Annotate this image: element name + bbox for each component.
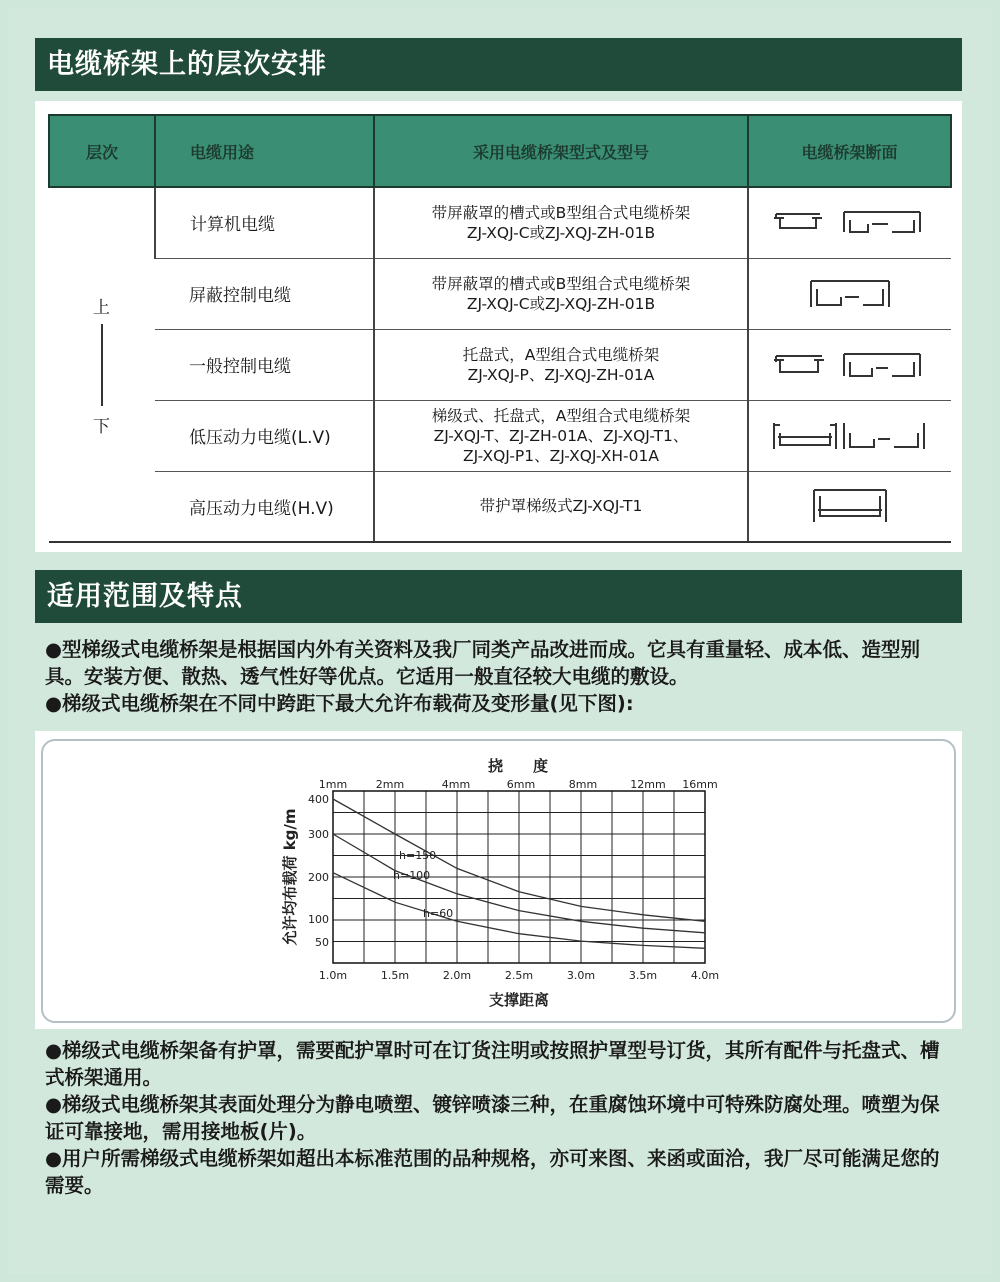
model-line: ZJ-XQJ-C或ZJ-XQJ-ZH-01B [466,223,656,242]
bullet-paragraph: ●梯级式电缆桥架备有护罩，需要配护罩时可在订货注明或按照护罩型号订货，其所有配件与托盘式、槽式桥架通用。 [45,1039,940,1089]
x-axis-label: 支撑距离 [488,991,550,1009]
table-row [49,187,951,258]
layer-table [48,114,952,543]
row-use: 屏蔽控制电缆 [155,258,374,329]
model-line: 带屏蔽罩的槽式或B型组合式电缆桥架 [431,274,691,293]
bullet-paragraph: ●梯级式电缆桥架在不同中跨距下最大允许布载荷及变形量(见下图): [45,692,634,715]
bullet-paragraph: ●型梯级式电缆桥架是根据国内外有关资料及我厂同类产品改进而成。它具有重量轻、成本低、造型别具。安装方便、散热、透气性好等优点。它适用一般直径较大电缆的敷设。 [45,638,921,688]
row-use: 一般控制电缆 [155,329,374,400]
model-line: 带护罩梯级式ZJ-XQJ-T1 [479,497,643,516]
series-label: h=100 [393,869,431,882]
chart-title: 挠 度 [487,757,549,775]
tray-section-icon [805,277,895,311]
section-diagram-cell [748,258,951,329]
series-label: h=60 [423,907,454,920]
table-row [49,258,951,329]
header-use: 电缆用途 [155,115,374,187]
header-model: 采用电缆桥架型式及型号 [374,115,748,187]
top-tick-label: 16mm [682,778,718,791]
top-tick-label: 1mm [318,778,348,791]
row-model [374,187,748,258]
load-deflection-chart [43,741,958,1025]
bullet-list-bottom [45,1037,955,1199]
row-model [374,258,748,329]
y-tick-label: 100 [308,913,329,926]
header-level: 层次 [49,115,155,187]
table-row [49,329,951,400]
section-title-scope: 适用范围及特点 [35,570,962,623]
top-tick-label: 12mm [630,778,666,791]
top-tick-label: 4mm [441,778,471,791]
top-tick-label: 2mm [375,778,405,791]
table-row [49,471,951,542]
row-model [374,329,748,400]
y-tick-label: 200 [308,871,329,884]
model-line: 带屏蔽罩的槽式或B型组合式电缆桥架 [431,203,691,222]
chart-panel [35,731,962,1029]
x-tick-label: 2.5m [504,969,534,982]
x-tick-label: 3.0m [566,969,596,982]
section-diagram-cell [748,471,951,542]
level-arrow-line [101,324,103,406]
y-tick-label: 300 [308,828,329,841]
y-tick-label: 400 [308,793,329,806]
model-line: ZJ-XQJ-C或ZJ-XQJ-ZH-01B [466,294,656,313]
table-header-row [49,115,951,187]
model-line: 托盘式，A型组合式电缆桥架 [462,345,660,364]
x-tick-label: 1.0m [318,969,348,982]
y-tick-label: 50 [315,936,329,949]
x-tick-label: 4.0m [690,969,720,982]
section-diagram-cell [748,187,951,258]
row-use: 计算机电缆 [155,187,374,258]
tray-section-icon [770,206,930,240]
level-bottom-label: 下 [93,416,110,437]
bullet-list-top [45,636,955,717]
level-cell [49,187,155,542]
top-tick-label: 6mm [506,778,536,791]
tray-section-icon [810,486,890,526]
model-line: 梯级式、托盘式，A型组合式电缆桥架 [431,406,691,425]
section-diagram-cell [748,329,951,400]
model-line: ZJ-XQJ-T、ZJ-ZH-01A、ZJ-XQJ-T1、 [433,426,689,445]
x-tick-label: 1.5m [380,969,410,982]
model-line: ZJ-XQJ-P1、ZJ-XQJ-XH-01A [463,446,659,465]
chart-frame [41,739,956,1023]
top-tick-label: 8mm [568,778,598,791]
model-line: ZJ-XQJ-P、ZJ-XQJ-ZH-01A [467,365,655,384]
row-model [374,400,748,471]
x-tick-label: 3.5m [628,969,658,982]
level-top-label: 上 [93,297,110,318]
section-diagram-cell [748,400,951,471]
y-axis-label: 允许均布载荷 kg/m [281,808,299,946]
bullet-paragraph: ●用户所需梯级式电缆桥架如超出本标准范围的品种规格，亦可来图、来函或面洽，我厂尽可能满足您的需要。 [45,1147,940,1197]
tray-section-icon [770,419,930,453]
section-title-layer: 电缆桥架上的层次安排 [35,38,962,91]
tray-section-icon [770,348,930,382]
series-label: h=150 [399,849,437,862]
row-use: 高压动力电缆(H.V) [155,471,374,542]
row-model [374,471,748,542]
table-row [49,400,951,471]
x-tick-label: 2.0m [442,969,472,982]
row-use: 低压动力电缆(L.V) [155,400,374,471]
header-section: 电缆桥架断面 [748,115,951,187]
layer-table-panel [35,101,962,552]
bullet-paragraph: ●梯级式电缆桥架其表面处理分为静电喷塑、镀锌喷漆三种，在重腐蚀环境中可特殊防腐处理。喷塑为保证可靠接地，需用接地板(片)。 [45,1093,940,1143]
